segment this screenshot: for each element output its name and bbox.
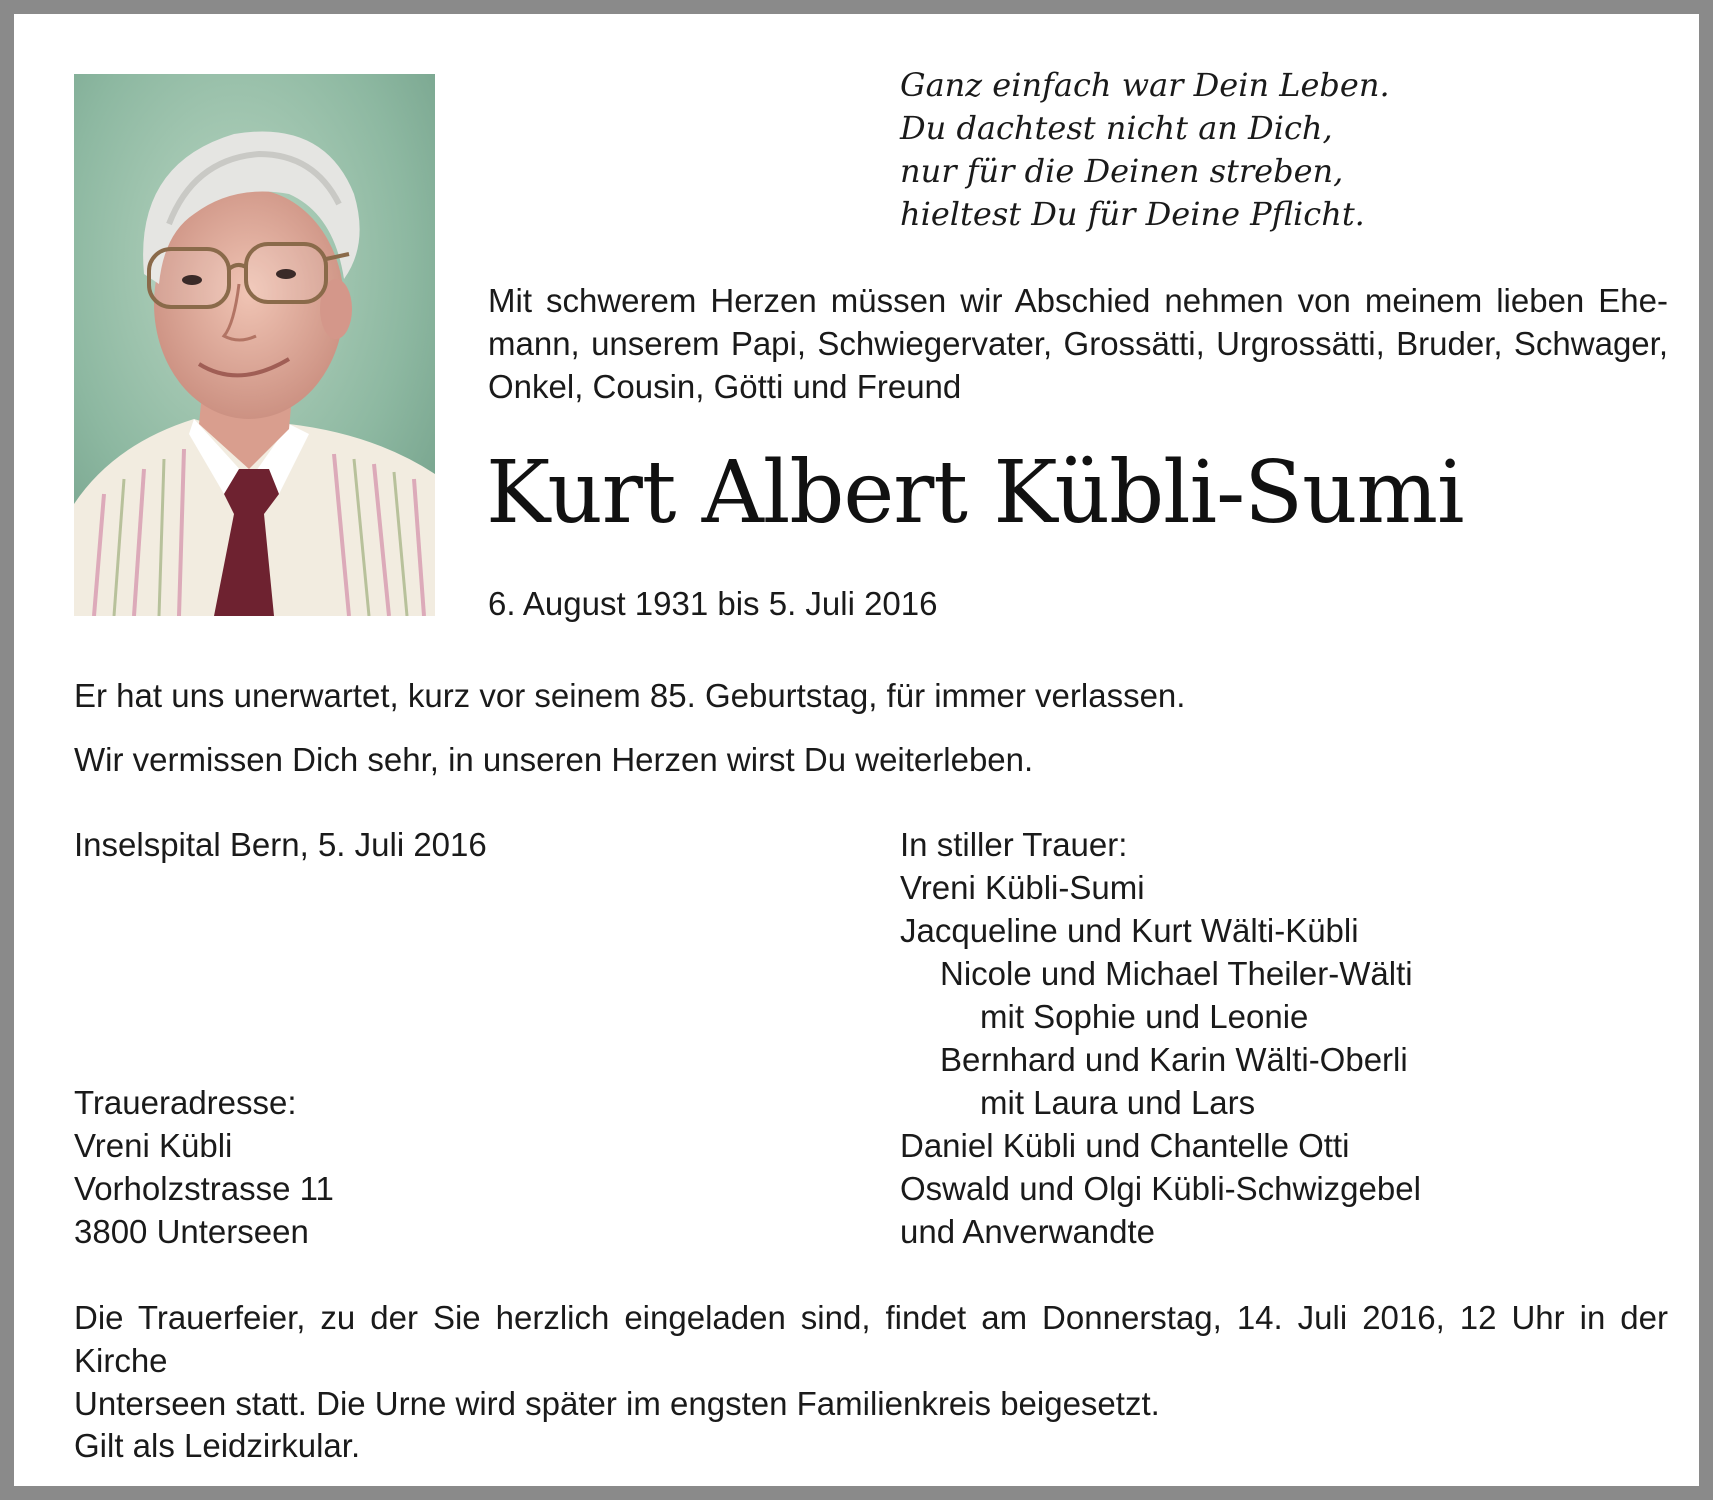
service-line: Die Trauerfeier, zu der Sie herzlich eingeladen sind, findet am Donnerstag, 14. Juli 2016, 12 Uhr in der Kirche bbox=[74, 1299, 1668, 1379]
mourner-line: Jacqueline und Kurt Wälti-Kübli bbox=[900, 912, 1359, 949]
mourner-line: mit Sophie und Leonie bbox=[980, 998, 1309, 1035]
circular-note: Gilt als Leidzirkular. bbox=[74, 1427, 361, 1464]
portrait-photo bbox=[74, 74, 435, 616]
intro-line: mann, unserem Papi, Schwiegervater, Grossätti, Urgrossätti, Bruder, Schwager, bbox=[488, 325, 1668, 362]
service-info bbox=[74, 1296, 1668, 1425]
poem-line: Du dachtest nicht an Dich, bbox=[900, 109, 1333, 147]
mourner-line: mit Laura und Lars bbox=[980, 1084, 1256, 1121]
address-line: Vreni Kübli bbox=[74, 1127, 233, 1164]
message-line: Wir vermissen Dich sehr, in unseren Herzen wirst Du weiterleben. bbox=[74, 741, 1034, 778]
address-heading: Traueradresse: bbox=[74, 1084, 297, 1121]
mourner-line: Daniel Kübli und Chantelle Otti bbox=[900, 1127, 1350, 1164]
poem-line: hieltest Du für Deine Pflicht. bbox=[900, 195, 1365, 233]
mourning-address bbox=[74, 1081, 334, 1253]
mourners-heading: In stiller Trauer: bbox=[900, 826, 1128, 863]
intro-paragraph bbox=[488, 279, 1668, 408]
address-line: 3800 Unterseen bbox=[74, 1213, 309, 1250]
poem-line: nur für die Deinen streben, bbox=[900, 152, 1344, 190]
place-date: Inselspital Bern, 5. Juli 2016 bbox=[74, 826, 487, 863]
intro-line: Mit schwerem Herzen müssen wir Abschied nehmen von meinem lieben Ehe- bbox=[488, 282, 1668, 319]
mourner-line: Vreni Kübli-Sumi bbox=[900, 869, 1145, 906]
message-line: Er hat uns unerwartet, kurz vor seinem 85. Geburtstag, für immer verlassen. bbox=[74, 677, 1186, 714]
mourners-list bbox=[900, 823, 1421, 1253]
mourner-line: Nicole und Michael Theiler-Wälti bbox=[940, 955, 1413, 992]
mourner-line: Oswald und Olgi Kübli-Schwizgebel bbox=[900, 1170, 1421, 1207]
poem-line: Ganz einfach war Dein Leben. bbox=[900, 66, 1390, 104]
address-line: Vorholzstrasse 11 bbox=[74, 1170, 334, 1207]
intro-line: Onkel, Cousin, Götti und Freund bbox=[488, 368, 962, 405]
service-line: Unterseen statt. Die Urne wird später im engsten Familienkreis beigesetzt. bbox=[74, 1385, 1160, 1422]
life-dates: 6. August 1931 bis 5. Juli 2016 bbox=[488, 585, 938, 622]
deceased-name: Kurt Albert Kübli-Sumi bbox=[486, 443, 1464, 543]
poem bbox=[900, 64, 1390, 236]
mourner-line: Bernhard und Karin Wälti-Oberli bbox=[940, 1041, 1408, 1078]
mourner-line: und Anverwandte bbox=[900, 1213, 1156, 1250]
